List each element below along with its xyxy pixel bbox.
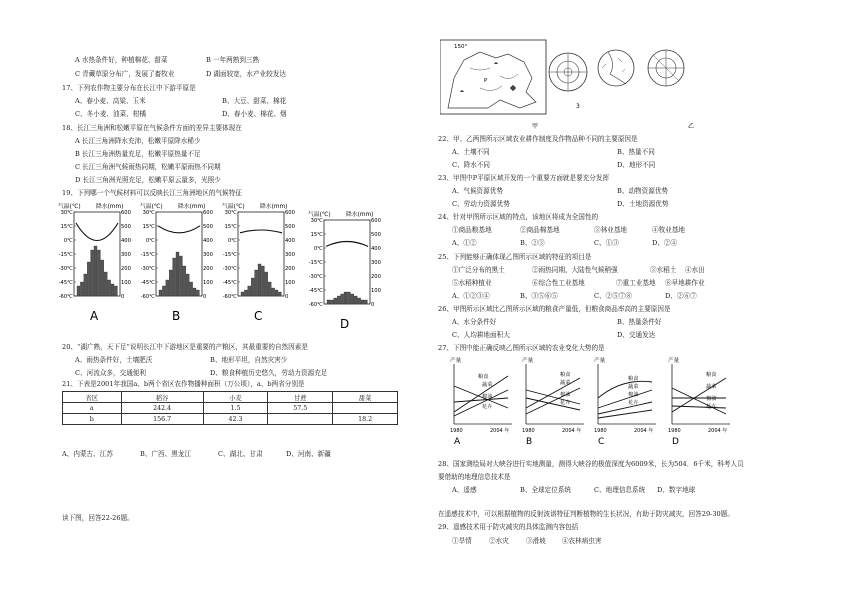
temp-axis-title: 气温(℃) <box>222 204 245 210</box>
precip-tick-label: 300 <box>121 252 131 258</box>
precipitation-bar <box>84 274 87 296</box>
precipitation-bar <box>358 298 361 304</box>
q26-stem: 26、甲图所示区域比乙图所示区域的粮食产量低，但粮食商品率高的主要原因是 <box>438 305 671 313</box>
temp-curve-group <box>326 242 368 247</box>
temp-tick-label: 0℃ <box>313 246 323 252</box>
q25-option-a: A、①②③④ <box>452 292 490 300</box>
trend-y-label: 产量 <box>450 358 462 364</box>
precipitation-bar <box>186 274 189 296</box>
series-label: 粮食 <box>706 372 717 378</box>
q28-line2: 要借助的地理信息技术是 <box>438 473 511 481</box>
q18-option-b: B 长江三角洲热量充足，松嫩平原热量不足 <box>75 150 201 158</box>
q22-stem: 22、甲、乙两图所示区域农业耕作制度及作物品种不同的主要原因是 <box>438 135 638 143</box>
x-end-label: 2004 年 <box>562 428 582 434</box>
trend-chart-label: C <box>598 437 605 447</box>
series-label: 粮食 <box>628 376 639 382</box>
precipitation-bar <box>97 250 100 296</box>
precip-tick-label: 500 <box>371 232 381 238</box>
precipitation-bar <box>278 292 281 296</box>
climate-charts <box>56 200 396 332</box>
series-label: 花卉 <box>482 404 493 410</box>
trend-line <box>598 390 652 408</box>
temp-tick-label: 15℃ <box>142 224 155 230</box>
q25-item: ①广泛分布的黑土 <box>452 266 505 274</box>
precip-tick-label: 300 <box>371 260 381 266</box>
table-header: 稻谷 <box>121 392 203 403</box>
precipitation-bar <box>183 266 186 296</box>
temperature-curve <box>240 230 282 233</box>
temp-tick-label: -30℃ <box>140 266 155 272</box>
q29-item-1: ①旱情 <box>452 537 472 545</box>
precipitation-bar <box>330 300 333 304</box>
temp-tick-label: -60℃ <box>308 302 323 308</box>
temp-tick-label: -15℃ <box>308 260 323 266</box>
table-header: 小麦 <box>203 392 268 403</box>
precipitation-bar <box>179 256 182 296</box>
q22-option-d: D、地形不同 <box>617 161 656 169</box>
climate-chart-d <box>308 210 381 331</box>
temp-tick-label: 0℃ <box>63 238 73 244</box>
temp-tick-label: 30℃ <box>224 210 237 216</box>
precip-tick-label: 600 <box>121 210 131 216</box>
q17-option-a: A、春小麦、高粱、玉米 <box>75 97 146 105</box>
q17-stem: 17、下列农作物主要分布在长江中下游平原是 <box>62 84 196 92</box>
series-label: 棉油 <box>706 396 717 402</box>
precip-axis-title: 降水(mm) <box>178 204 206 210</box>
series-label: 棉油 <box>628 392 639 398</box>
precip-tick-label: 200 <box>203 266 213 272</box>
series-label: 花卉 <box>560 400 571 406</box>
precipitation-bar <box>77 286 80 296</box>
q25-item: ⑧早地耕作业 <box>665 279 705 287</box>
q24-option-a: A、①② <box>452 239 477 247</box>
x-end-label: 2004 年 <box>490 428 510 434</box>
q16-option-c: C 青藏草原分布广，发展了畜牧业 <box>75 70 175 78</box>
trend-chart-c <box>594 356 656 447</box>
precipitation-bar <box>327 300 330 304</box>
temp-tick-label: 30℃ <box>310 218 323 224</box>
temp-tick-label: -45℃ <box>140 280 155 286</box>
temp-tick-label: -45℃ <box>308 288 323 294</box>
x-start-label: 1980 <box>668 428 681 434</box>
precipitation-bar <box>251 278 254 296</box>
table-cell <box>268 414 333 425</box>
q16-option-b: B 一年两熟到三熟 <box>206 56 260 64</box>
table-header-row <box>63 392 398 403</box>
q26-option-c: C、人均耕地面积大 <box>452 331 510 339</box>
temp-tick-label: -60℃ <box>140 294 155 300</box>
precipitation-bar <box>248 286 251 296</box>
temp-tick-label: -15℃ <box>222 252 237 258</box>
temp-tick-label: 30℃ <box>142 210 155 216</box>
precipitation-bar <box>337 296 340 304</box>
q28-option-a: A、遥感 <box>452 486 477 494</box>
climate-chart-label: B <box>172 309 181 323</box>
trend-y-label: 产量 <box>594 358 606 364</box>
q21-option-c: C、湖北、甘肃 <box>218 450 263 458</box>
precipitation-bar <box>114 286 117 296</box>
precipitation-bar <box>244 290 247 296</box>
trend-chart-label: D <box>672 437 679 447</box>
table-cell: a <box>63 403 122 414</box>
temp-tick-label: 15℃ <box>60 224 73 230</box>
q25-item: ⑥综合性工业基地 <box>532 279 585 287</box>
precip-tick-label: 400 <box>203 238 213 244</box>
climate-chart-label: D <box>340 317 350 331</box>
precipitation-bar <box>258 264 261 296</box>
longitude-label: 150° <box>454 44 468 50</box>
precip-tick-label: 100 <box>371 288 381 294</box>
q28-option-d: D、数字地球 <box>657 486 696 494</box>
trend-lines <box>526 378 580 414</box>
temp-curve-group <box>158 226 200 233</box>
trend-lines <box>598 381 652 418</box>
q26-option-a: A、水分条件好 <box>452 318 497 326</box>
climate-chart-label: C <box>254 309 263 323</box>
trend-y-label: 产量 <box>668 358 680 364</box>
precip-tick-label: 600 <box>371 218 381 224</box>
precipitation-bar <box>341 294 344 304</box>
map-label-jia: 甲 <box>532 123 539 130</box>
precipitation-bar <box>255 270 258 296</box>
precipitation-bar <box>176 252 179 296</box>
temperature-curve <box>76 223 118 241</box>
trend-line <box>526 378 580 408</box>
temp-tick-label: 0℃ <box>227 238 237 244</box>
q24-item-3: ③林业基地 <box>594 226 627 234</box>
trend-lines <box>454 376 508 416</box>
precip-tick-label: 400 <box>371 246 381 252</box>
x-end-label: 2004 年 <box>634 428 654 434</box>
precipitation-bar <box>354 296 357 304</box>
q24-item-2: ②商品棉基地 <box>520 226 560 234</box>
precip-tick-label: 600 <box>203 210 213 216</box>
q23-option-d: D、土地资源优势 <box>617 200 669 208</box>
q28-option-c: C、地理信息系统 <box>594 486 646 494</box>
q20-option-a: A、雨热条件好，土壤肥沃 <box>75 356 153 364</box>
precipitation-bar <box>241 292 244 296</box>
q29-stem: 29、遥感技术用于防灾减灾的具体监测内容包括 <box>438 523 579 531</box>
precipitation-bar <box>162 286 165 296</box>
precip-tick-label: 300 <box>285 252 295 258</box>
remote-sensing-note: 在遥感技术中，可以根据植物的反射波谱特征判断植物的生长状况，有助于防灾减灾，回答29-30题。 <box>438 510 734 518</box>
temp-tick-label: -60℃ <box>222 294 237 300</box>
q18-option-d: D 长江三角洲光照充足，松嫩平原云量多，光照少 <box>75 176 221 184</box>
trend-line <box>598 381 652 398</box>
q22-option-c: C、降水不同 <box>452 161 491 169</box>
q19-stem: 19、下列哪一个气候材料可以反映长江三角洲地区的气候特征 <box>62 189 242 197</box>
table-cell: 1.5 <box>203 403 268 414</box>
table-cell: 156.7 <box>121 414 203 425</box>
trend-line <box>454 398 508 402</box>
q28-line1: 28、国家测绘局对大峡谷进行实地测量，测得大峡谷的极值深度为6009米，长为504．6千米，科考人员 <box>438 460 744 468</box>
q22-option-a: A、土壤不同 <box>452 148 490 156</box>
q24-option-d: D、②④ <box>652 239 678 247</box>
series-label: 花卉 <box>706 404 717 410</box>
read-note: 读下图，回答22-26题。 <box>62 514 134 522</box>
table-cell: 42.3 <box>203 414 268 425</box>
figure-number-3: 3 <box>576 103 580 110</box>
precip-tick-label: 300 <box>203 252 213 258</box>
region-maps <box>440 38 710 130</box>
precipitation-bar <box>159 290 162 296</box>
q18-option-a: A 长江三角洲降水充沛，松嫩平原降水稀少 <box>75 137 201 145</box>
precip-axis-title: 降水(mm) <box>346 212 374 218</box>
precipitation-bar <box>351 294 354 304</box>
p-plain-label: P <box>484 78 488 84</box>
precipitation-bar <box>91 250 94 296</box>
q24-option-c: C、①③ <box>594 239 619 247</box>
table-cell: 242.4 <box>121 403 203 414</box>
precipitation-bar <box>364 300 367 304</box>
q23-option-a: A、气候资源优势 <box>452 187 503 195</box>
table-header: 省区 <box>63 392 122 403</box>
temp-curve-group <box>76 223 118 241</box>
temp-axis-title: 气温(℃) <box>140 204 163 210</box>
precipitation-bar <box>166 280 169 296</box>
x-start-label: 1980 <box>450 428 463 434</box>
q29-item-2: ②水灾 <box>489 537 509 545</box>
precipitation-bar <box>196 290 199 296</box>
precipitation-bar <box>261 266 264 296</box>
q21-option-a: A、内蒙古、江苏 <box>62 450 113 458</box>
q22-option-b: B、热量不同 <box>617 148 655 156</box>
series-label: 蔬菜 <box>706 384 717 390</box>
temp-tick-label: 15℃ <box>224 224 237 230</box>
precipitation-bar <box>80 282 83 296</box>
x-end-label: 2004 年 <box>708 428 728 434</box>
map-label-yi: 乙 <box>688 123 695 130</box>
q29-item-3: ③滑坡 <box>526 537 546 545</box>
climate-chart-b <box>140 202 213 323</box>
q18-option-c: C 长江三角洲气候雨热同期，松嫩平原雨热不同期 <box>75 163 221 171</box>
precip-tick-label: 100 <box>285 280 295 286</box>
q25-item: ⑤水稻种植业 <box>452 279 492 287</box>
precip-tick-label: 500 <box>203 224 213 230</box>
temp-axis-title: 气温(℃) <box>308 212 331 218</box>
q18-stem: 18、长江三角洲和松嫩平原在气候条件方面的差异主要体现在 <box>62 124 242 132</box>
table-cell: 18.2 <box>333 414 398 425</box>
q24-item-4: ④牧业基地 <box>652 226 685 234</box>
q20-option-d: D、粮食种植历史悠久，劳动力资源充足 <box>210 369 328 377</box>
table-cell: b <box>63 414 122 425</box>
precipitation-bar <box>111 284 114 296</box>
series-label: 花卉 <box>628 400 639 406</box>
temp-tick-label: -15℃ <box>58 252 73 258</box>
x-start-label: 1980 <box>594 428 607 434</box>
precipitation-bar <box>190 282 193 296</box>
precipitation-bar <box>87 262 90 296</box>
temperature-curve <box>158 226 200 233</box>
precipitation-bar <box>94 246 97 296</box>
temp-tick-label: -15℃ <box>140 252 155 258</box>
series-label: 棉油 <box>482 394 493 400</box>
q17-option-d: D、春小麦、棉花、烟 <box>222 110 287 118</box>
q16-option-d: D 湖面较宽，水产业较发达 <box>206 70 286 78</box>
precip-axis-title: 降水(mm) <box>96 204 124 210</box>
temp-tick-label: 0℃ <box>145 238 155 244</box>
trend-lines <box>672 378 726 414</box>
q25-item: ③水稻土 <box>650 266 677 274</box>
series-label: 蔬菜 <box>560 380 571 386</box>
plot-frame <box>324 220 370 304</box>
q26-option-b: B、热量条件好 <box>617 318 662 326</box>
q23-option-c: C、劳动力资源优势 <box>452 200 510 208</box>
table-row <box>63 403 398 414</box>
q17-option-b: B、大豆、甜菜、棉花 <box>222 97 287 105</box>
precip-tick-label: 500 <box>121 224 131 230</box>
temp-tick-label: -60℃ <box>58 294 73 300</box>
precip-tick-label: 600 <box>285 210 295 216</box>
precipitation-bar <box>334 298 337 304</box>
temp-axis-title: 气温(℃) <box>58 204 81 210</box>
climate-chart-a <box>58 202 131 323</box>
trend-chart-label: A <box>454 437 461 447</box>
q20-stem: 20、“湖广熟，天下足”说明长江中下游地区是重要的产粮区，其最重要的自然因素是 <box>62 343 308 351</box>
precipitation-bar <box>344 292 347 304</box>
x-start-label: 1980 <box>522 428 535 434</box>
precip-tick-label: 0 <box>203 294 207 300</box>
temp-tick-label: -45℃ <box>222 280 237 286</box>
temp-tick-label: 15℃ <box>310 232 323 238</box>
precip-tick-label: 100 <box>203 280 213 286</box>
series-label: 粮食 <box>478 374 489 380</box>
precipitation-bar <box>347 292 350 304</box>
precipitation-bar <box>108 280 111 296</box>
climate-chart-label: A <box>90 309 99 323</box>
q25-item: ②雨热同期，大陆性气候稍强 <box>532 266 618 274</box>
q20-option-b: B、地形平坦，自然灾害少 <box>210 356 288 364</box>
precipitation-bar <box>268 282 271 296</box>
trend-line <box>598 410 652 418</box>
q21-option-d: D、河南、新疆 <box>286 450 331 458</box>
trend-line <box>672 388 726 414</box>
q16-option-a: A 水热条件好，种植棉花、甜菜 <box>75 56 168 64</box>
precip-tick-label: 500 <box>285 224 295 230</box>
table-header: 甘蔗 <box>268 392 333 403</box>
q25-option-c: C、②⑤⑦⑧ <box>594 292 633 300</box>
temp-tick-label: -30℃ <box>58 266 73 272</box>
series-label: 蔬菜 <box>482 382 493 388</box>
trend-line <box>598 402 652 414</box>
precipitation-bar <box>169 270 172 296</box>
q25-option-d: D、②⑥⑦ <box>665 292 697 300</box>
precipitation-bar <box>272 288 275 296</box>
trend-y-label: 产量 <box>522 358 534 364</box>
q28-option-b: B、全球定位系统 <box>520 486 572 494</box>
series-label: 粮食 <box>560 372 571 378</box>
q25-option-b: B、③⑤⑥⑤ <box>520 292 558 300</box>
trend-chart-d <box>668 356 730 447</box>
q24-option-b: B、②③ <box>520 239 545 247</box>
precip-tick-label: 200 <box>371 274 381 280</box>
trend-line <box>454 386 508 408</box>
table-cell <box>333 403 398 414</box>
trend-chart-a <box>450 356 512 447</box>
q21-stem: 21、下表是2001年我国a、b两个省区农作物播种面积（万公顷），a、b两省分别是 <box>62 380 305 388</box>
temp-curve-group <box>240 230 282 233</box>
q17-option-c: C、冬小麦、油菜、柑橘 <box>75 110 146 118</box>
trend-chart-label: B <box>526 437 533 447</box>
q25-item: ④水田 <box>685 266 705 274</box>
precip-tick-label: 200 <box>285 266 295 272</box>
q21-option-b: B、广西、黑龙江 <box>140 450 192 458</box>
table-row <box>63 414 398 425</box>
series-label: 棉油 <box>560 392 571 398</box>
q20-option-c: C、河流众多，交通便利 <box>75 369 146 377</box>
temp-tick-label: -30℃ <box>308 274 323 280</box>
temp-tick-label: 30℃ <box>60 210 73 216</box>
precip-axis-title: 降水(mm) <box>260 204 288 210</box>
precipitation-bar <box>361 300 364 304</box>
precip-tick-label: 100 <box>121 280 131 286</box>
q27-stem: 27、下图中能正确反映乙图所示区域的农业变化大势的是 <box>438 344 605 352</box>
precipitation-bar <box>193 288 196 296</box>
temperature-curve <box>326 242 368 247</box>
precip-tick-label: 0 <box>285 294 289 300</box>
q23-option-b: B、动物资源优势 <box>617 187 669 195</box>
precip-tick-label: 400 <box>285 238 295 244</box>
trend-charts <box>448 354 748 448</box>
q23-stem: 23、甲图中P平原区域开发的一个重要方面就是要充分发挥 <box>438 174 610 182</box>
temp-tick-label: -30℃ <box>222 266 237 272</box>
q25-item: ⑦重工业基地 <box>616 279 656 287</box>
table-header: 甜菜 <box>333 392 398 403</box>
climate-chart-c <box>222 202 295 323</box>
precipitation-bar <box>173 258 176 296</box>
series-label: 蔬菜 <box>628 384 639 390</box>
table-cell: 57.5 <box>268 403 333 414</box>
precipitation-bar <box>275 290 278 296</box>
q24-stem: 24、针对甲图所示区域的特点，该地区将成为全国性的 <box>438 213 599 221</box>
precipitation-bar <box>265 272 268 296</box>
precipitation-bar <box>104 272 107 296</box>
crop-area-table <box>62 391 398 425</box>
trend-chart-b <box>522 356 584 447</box>
precip-tick-label: 0 <box>121 294 125 300</box>
precip-tick-label: 0 <box>371 302 375 308</box>
precipitation-bar <box>101 260 104 296</box>
q29-item-4: ④农林病虫害 <box>562 537 602 545</box>
q26-option-d: D、交通发达 <box>617 331 656 339</box>
q24-item-1: ①商品粮基地 <box>452 226 492 234</box>
precip-tick-label: 200 <box>121 266 131 272</box>
q25-stem: 25、下列能够正确体现乙图所示区域的特征的项目是 <box>438 253 592 261</box>
temp-tick-label: -45℃ <box>58 280 73 286</box>
precip-tick-label: 400 <box>121 238 131 244</box>
